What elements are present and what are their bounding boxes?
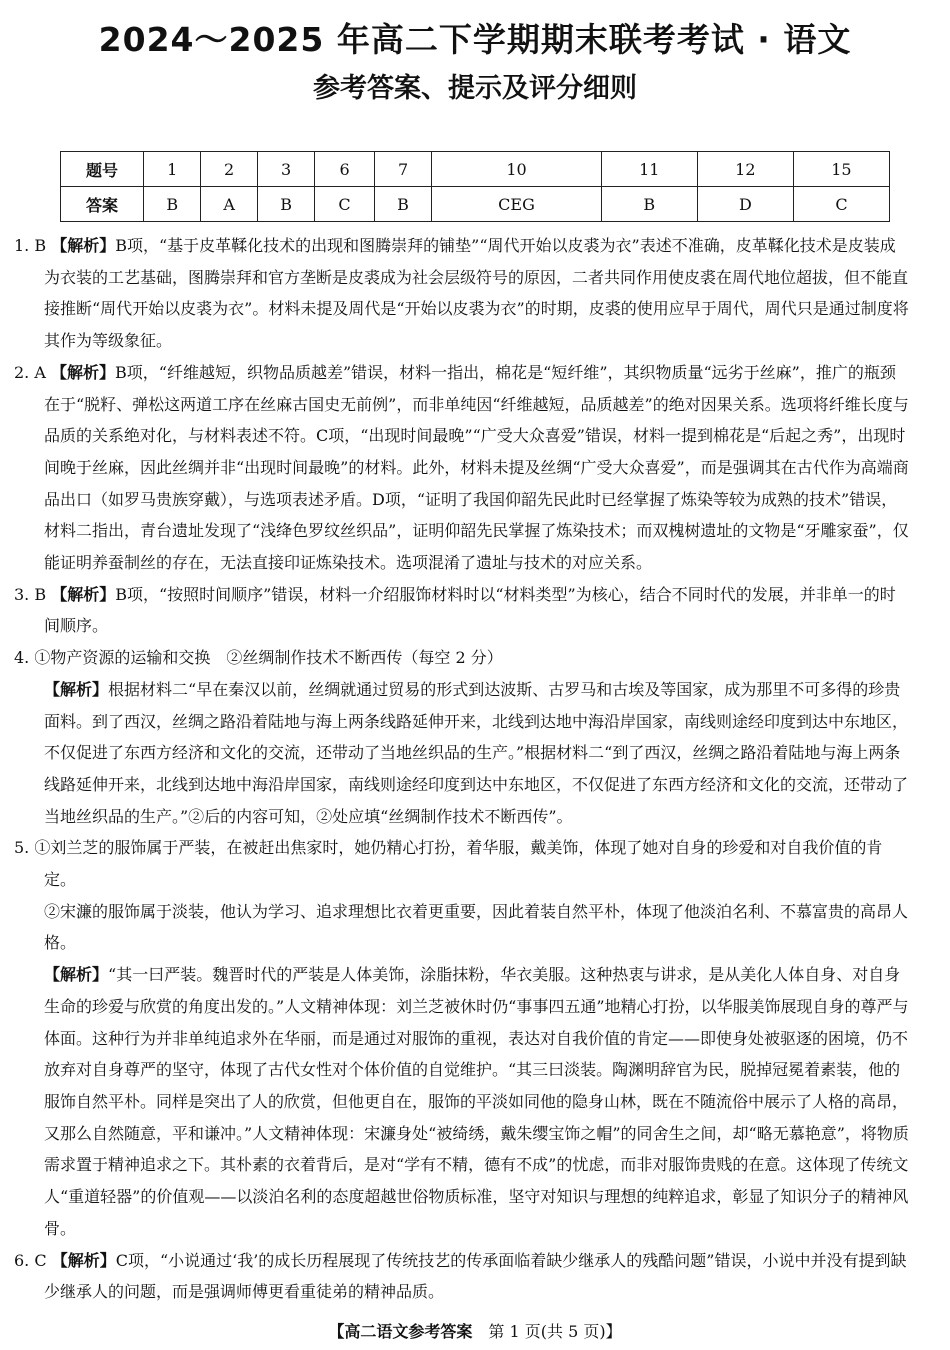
question-number: 11 xyxy=(601,152,697,187)
answer-text: ①物产资源的运输和交换 ②丝绸制作技术不断西传（每空 2 分） xyxy=(34,648,503,668)
footer-label: 【高二语文参考答案 xyxy=(328,1322,473,1341)
question-number: 12 xyxy=(697,152,793,187)
answer-cell: D xyxy=(697,187,793,222)
analysis-tag: 【解析】 xyxy=(44,965,109,985)
question-number: 15 xyxy=(793,152,889,187)
item-number: 1. B xyxy=(14,236,52,255)
question-number: 1 xyxy=(144,152,201,187)
analysis-text: C项，“小说通过‘我’的成长历程展现了传统技艺的传承面临着缺少继承人的残酷问题”错误，小说中并没有提到缺少继承人的问题，而是强调师傅更看重徒弟的精神品质。 xyxy=(44,1250,907,1302)
page-subtitle: 参考答案、提示及评分细则 xyxy=(313,73,637,104)
item-number: 2. A xyxy=(14,362,51,382)
answer-cell: CEG xyxy=(432,187,602,222)
analysis-text: B项，“纤维越短，织物品质越差”错误，材料一指出，棉花是“短纤维”，其织物质量“远劣于丝麻”，推广的瓶颈在于“脱籽、弹松这两道工序在丝麻古国史无前例”，而非单纯因“纤维越短，品质越差”的绝对因果关系。选项将纤维长度与品质的关系绝对化，与材料表述不符。C项，“出现时间最晚”“广受大众喜爱”错误，材料一提到棉花是“后起之秀”，出现时间晚于丝麻，因此丝绸并非“出现时间最晚”的材料。此外，材料未提及丝绸“广受大众喜爱”，而是强调其在古代作为高端商品出口（如罗马贵族穿戴），与选项表述矛盾。D项，“证明了我国仰韶先民此时已经掌握了炼染等较为成熟的技术”错误，材料二指出，青台遗址发现了“浅绛色罗纹丝织品”，证明仰韶先民掌握了炼染技术；而双槐树遗址的文物是“牙雕家蚕”，仅能证明养蚕制丝的存在，无法直接印证炼染技术。选项混淆了遗址与技术的对应关系。 xyxy=(44,362,909,573)
explanation-item-2 xyxy=(14,357,910,579)
page-title: 2024～2025 年高二下学期期末联考考试 · 语文 xyxy=(98,20,852,59)
answer-text: ①刘兰芝的服饰属于严装，在被赶出焦家时，她仍精心打扮，着华服，戴美饰，体现了她对自身的珍爱和对自我价值的肯定。 xyxy=(34,838,883,890)
analysis-tag: 【解析】 xyxy=(51,1250,116,1270)
explanation-item-5 xyxy=(14,832,910,895)
question-number: 10 xyxy=(432,152,602,187)
answer-row xyxy=(61,187,890,222)
answer-cell: B xyxy=(374,187,431,222)
explanation-item-4-analysis xyxy=(14,674,910,833)
item-number: 6. C xyxy=(14,1250,52,1270)
row-label-question: 题号 xyxy=(61,152,144,187)
answer-cell: A xyxy=(201,187,257,222)
item-number: 3. B xyxy=(14,584,52,604)
question-number-row xyxy=(61,152,890,187)
explanation-item-6 xyxy=(14,1245,910,1308)
page-number: 第 1 页(共 5 页)】 xyxy=(488,1322,622,1341)
answer-cell: C xyxy=(315,187,375,222)
row-label-answer: 答案 xyxy=(61,187,144,222)
analysis-text: B项，“基于皮革鞣化技术的出现和图腾崇拜的铺垫”“周代开始以皮裘为衣”表述不准确，皮革鞣化技术是皮装成为衣装的工艺基础，图腾崇拜和官方垄断是皮裘成为社会层级符号的原因，二者共同作用使皮裘在周代地位超拔，但不能直接推断“周代开始以皮裘为衣”。材料未提及周代是“开始以皮裘为衣”的时期，皮裘的使用应早于周代，周代只是通过制度将其作为等级象征。 xyxy=(44,236,909,351)
explanation-item-5-answer-2 xyxy=(14,896,910,959)
answer-cell: B xyxy=(257,187,314,222)
page-footer xyxy=(0,1319,950,1342)
question-number: 3 xyxy=(257,152,314,187)
explanation-item-4 xyxy=(14,642,910,674)
analysis-tag: 【解析】 xyxy=(51,236,116,255)
explanation-item-1 xyxy=(14,230,910,357)
question-number: 7 xyxy=(374,152,431,187)
analysis-text: 根据材料二“早在秦汉以前，丝绸就通过贸易的形式到达波斯、古罗马和古埃及等国家，成为那里不可多得的珍贵面料。到了西汉，丝绸之路沿着陆地与海上两条线路延伸开来，北线到达地中海沿岸国家，南线则途经印度到达中东地区，不仅促进了东西方经济和文化的交流，还带动了当地丝织品的生产。”根据材料二“到了西汉，丝绸之路沿着陆地与海上两条线路延伸开来，北线到达地中海沿岸国家，南线则途经印度到达中东地区，不仅促进了东西方经济和文化的交流，还带动了当地丝织品的生产。”②后的内容可知，②处应填“丝绸制作技术不断西传”。 xyxy=(44,679,909,826)
question-number: 2 xyxy=(201,152,257,187)
answer-cell: C xyxy=(793,187,889,222)
explanation-item-5-analysis xyxy=(14,959,910,1244)
answer-text: ②宋濂的服饰属于淡装，他认为学习、追求理想比衣着更重要，因此着装自然平朴，体现了他淡泊名利、不慕富贵的高昂人格。 xyxy=(44,901,909,953)
analysis-tag: 【解析】 xyxy=(44,679,109,699)
analysis-tag: 【解析】 xyxy=(51,362,116,382)
analysis-tag: 【解析】 xyxy=(51,584,116,604)
question-number: 6 xyxy=(315,152,375,187)
answer-cell: B xyxy=(144,187,201,222)
analysis-text: “其一曰严装。魏晋时代的严装是人体美饰，涂脂抹粉，华衣美服。这种热衷与讲求，是从美化人体自身、对自身生命的珍爱与欣赏的角度出发的。”人文精神体现：刘兰芝被休时仍“事事四五通”地精心打扮，以华服美饰展现自身的尊严与体面。这种行为并非单纯追求外在华丽，而是通过对服饰的重视，表达对自我价值的肯定——即使身处被驱逐的困境，仍不放弃对自身尊严的坚守，体现了古代女性对个体价值的自觉维护。“其三曰淡装。陶渊明辞官为民，脱掉冠冕着素装，他的服饰自然平朴。同样是突出了人的欣赏，但他更自在，服饰的平淡如同他的隐身山林，既在不随流俗中展示了人格的高昂，又那么自然随意，平和谦冲。”人文精神体现：宋濂身处“被绮绣，戴朱缨宝饰之帽”的同舍生之间，却“略无慕艳意”，将物质需求置于精神追求之下。其朴素的衣着背后，是对“学有不精，德有不成”的忧虑，而非对服饰贵贱的在意。这体现了传统文人“重道轻器”的价值观——以淡泊名利的态度超越世俗物质标准，坚守对知识与理想的纯粹追求，彰显了知识分子的精神风骨。 xyxy=(44,965,909,1238)
item-number: 4. xyxy=(14,648,35,668)
explanations xyxy=(14,230,910,1308)
explanation-item-3 xyxy=(14,579,910,642)
answer-table xyxy=(60,151,890,222)
analysis-text: B项，“按照时间顺序”错误，材料一介绍服饰材料时以“材料类型”为核心，结合不同时代的发展，并非单一的时间顺序。 xyxy=(44,584,896,636)
item-number: 5. xyxy=(14,838,35,858)
answer-cell: B xyxy=(601,187,697,222)
